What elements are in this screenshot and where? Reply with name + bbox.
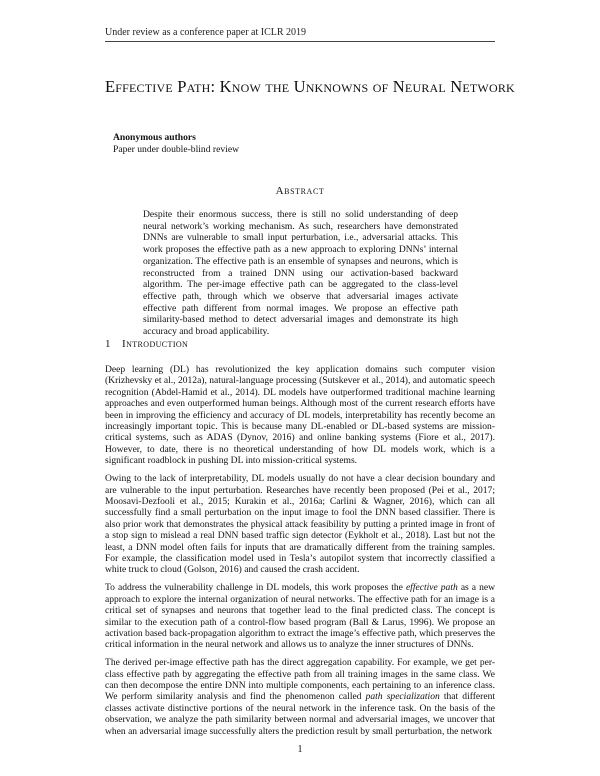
paragraph-1: Deep learning (DL) has revolutionized the key application domains such computer vision (Krizhevsky et al., 2012a), natural-language processing (Sutskever et al., 2014), and automatic speech recognition (Abdel-Hamid et al., 2014). DL models have outperformed traditional machine learning approaches and even outperformed human beings. Although most of the current research efforts have been in improving the efficiency and accuracy of DL models, interpretability has recently become an increasingly important topic. This is because many DL-enabled or DL-based systems are mission-critical systems, such as ADAS (Dynov, 2016) and online banking systems (Fiore et al., 2017). However, to date, there is no theoretical understanding of how DL models work, which is a significant roadblock in pushing DL into mission-critical systems. [105, 364, 495, 467]
paragraph-4-text-b: that different classes activate distinctive portions of the neural network in the inference task. On the basis of the observation, we analyze the path similarity between normal and adversarial images, we uncover that when an adversarial image successfully alters the prediction result by small perturbation, the network [105, 691, 495, 737]
paragraph-4-text-a: The derived per-image effective path has the direct aggregation capability. For example, we get per-class effective path by aggregating the effective path from all training images in the same class. We can then decompose the entire DNN into multiple components, each pertaining to an inference class. We perform similarity analysis and find the phenomenon called [105, 657, 495, 703]
authors: Anonymous authors [113, 132, 196, 143]
paragraph-4 [105, 657, 495, 737]
review-note: Paper under double-blind review [113, 144, 240, 155]
path-specialization-term: path specialization [365, 691, 440, 703]
abstract-text: Despite their enormous success, there is still no solid understanding of deep neural network’s working mechanism. As such, researchers have demonstrated DNNs are vulnerable to small input perturbation, i.e., adversarial attacks. This work proposes the effective path as a new approach to exploring DNNs’ internal organization. The effective path is an ensemble of synapses and neurons, which is reconstructed from a trained DNN using our activation-based backward algorithm. The per-image effective path can be aggregated to the class-level effective path, through which we observe that adversarial images activate effective path different from normal images. We propose an effective path similarity-based method to detect adversarial images and demonstrate its high accuracy and broad applicability. [143, 209, 458, 338]
paper-title: Effective Path: Know the Unknowns of Neural Network [105, 77, 515, 96]
effective-path-term: effective path [405, 582, 458, 594]
paragraph-3 [105, 582, 495, 650]
section-number: 1 [105, 338, 111, 350]
paragraph-3-text-b: as a new approach to explore the internal organization of neural networks. The effective path for an image is a critical set of synapses and neurons that together lead to the final predicted class. The concept is similar to the execution path of a control-flow based program (Ball & Larus, 1996). We propose an activation based back-propagation algorithm to extract the image’s effective path, which preserves the critical information in the neural network and allows us to analyze the inner structures of DNNs. [105, 582, 496, 651]
abstract-heading: Abstract [275, 185, 325, 197]
page-number: 1 [297, 744, 303, 755]
section-heading [105, 338, 188, 350]
running-header: Under review as a conference paper at ICLR 2019 [105, 27, 495, 42]
paragraph-2: Owing to the lack of interpretability, DL models usually do not have a clear decision boundary and are vulnerable to the input perturbation. Researches have recently been proposed (Pei et al., 2017; Moosavi-Dezfooli et al., 2015; Kurakin et al., 2016a; Carlini & Wagner, 2016), which can all successfully find a small perturbation on the input image to fool the DNN based classifier. There is also prior work that demonstrates the physical attack feasibility by putting a printed image in front of a stop sign to mislead a real DNN based traffic sign detector (Eykholt et al., 2018). Last but not the least, a DNN model often fails for inputs that are dramatically different from the training samples. For example, the classification model used in Tesla’s autopilot system that incorrectly classified a white truck to cloud (Golson, 2016) and caused the crash accident. [105, 473, 495, 576]
section-title: Introduction [122, 338, 189, 350]
section-body [105, 364, 495, 744]
paragraph-3-text-a: To address the vulnerability challenge in DL models, this work proposes the [105, 582, 406, 594]
